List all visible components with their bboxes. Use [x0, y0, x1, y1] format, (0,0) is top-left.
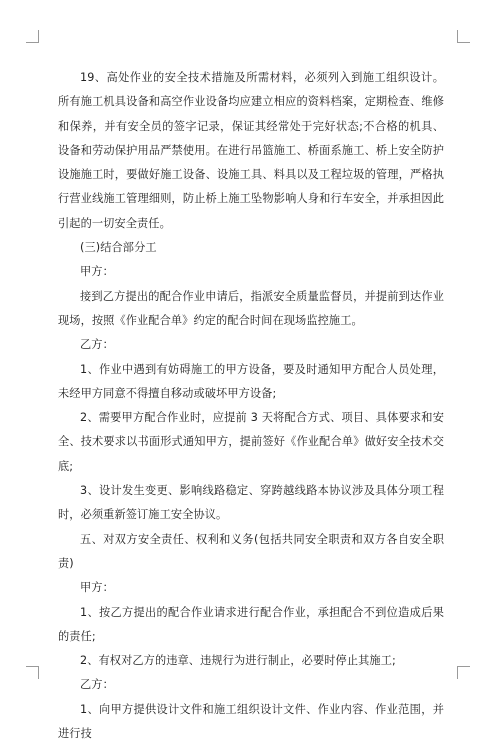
crop-mark-top-right [457, 30, 470, 43]
paragraph-party-b-item-1: 1、作业中遇到有妨碍施工的甲方设备，要及时通知甲方配合人员处理，未经甲方同意不得擅自移动或破坏甲方设备; [58, 362, 444, 400]
paragraph-party-b-item-2: 2、需要甲方配合作业时，应提前 3 天将配合方式、项目、具体要求和安全、技术要求以书面形式通知甲方，提前签好《作业配合单》做好安全技术交底; [58, 411, 444, 473]
crop-mark-bottom-left [26, 666, 39, 679]
section-heading-responsibilities: 五、对双方安全责任、权利和义务(包括共同安全职责和双方各自安全职责) [58, 532, 444, 570]
party-b-label: 乙方： [80, 678, 114, 692]
paragraph-item-19: 19、高处作业的安全技术措施及所需材料，必须列入到施工组织设计。所有施工机具设备和高空作业设备均应建立相应的资料档案，定期检查、维修和保养，并有安全员的签字记录，保证其经常处于完好状态;不合格的机具、设备和劳动保护用品严禁使用。在进行吊篮施工、桥面系施工、桥上安全防护设施施工时，要做好施工设备、设施工具、料具以及工程垃圾的管理，严格执行营业线施工管理细则，防止桥上施工坠物影响人身和行车安全，并承担因此引起的一切安全责任。 [58, 71, 444, 230]
paragraph-party-a-duty: 接到乙方提出的配合作业申请后，指派安全质量监督员，并提前到达作业现场，按照《作业配合单》约定的配合时间在现场监控施工。 [58, 289, 444, 327]
crop-mark-top-left [26, 30, 39, 43]
paragraph-party-a-item-1: 1、按乙方提出的配合作业请求进行配合作业，承担配合不到位造成后果的责任; [58, 605, 444, 643]
paragraph-party-a-item-2: 2、有权对乙方的违章、违规行为进行制止，必要时停止其施工; [80, 654, 396, 668]
paragraph-party-b-item-3: 3、设计发生变更、影响线路稳定、穿跨越线路本协议涉及具体分项工程时，必须重新签订施工安全协议。 [58, 484, 444, 522]
paragraph-party-b-resp-item-1: 1、向甲方提供设计文件和施工组织设计文件、作业内容、作业范围，并进行技 [58, 702, 444, 741]
party-a-label: 甲方： [80, 265, 114, 279]
document-body [58, 66, 444, 746]
party-b-label: 乙方： [80, 338, 114, 352]
section-heading-joint-division: (三)结合部分工 [80, 241, 157, 255]
party-a-label: 甲方： [80, 581, 114, 595]
crop-mark-bottom-right [457, 666, 470, 679]
